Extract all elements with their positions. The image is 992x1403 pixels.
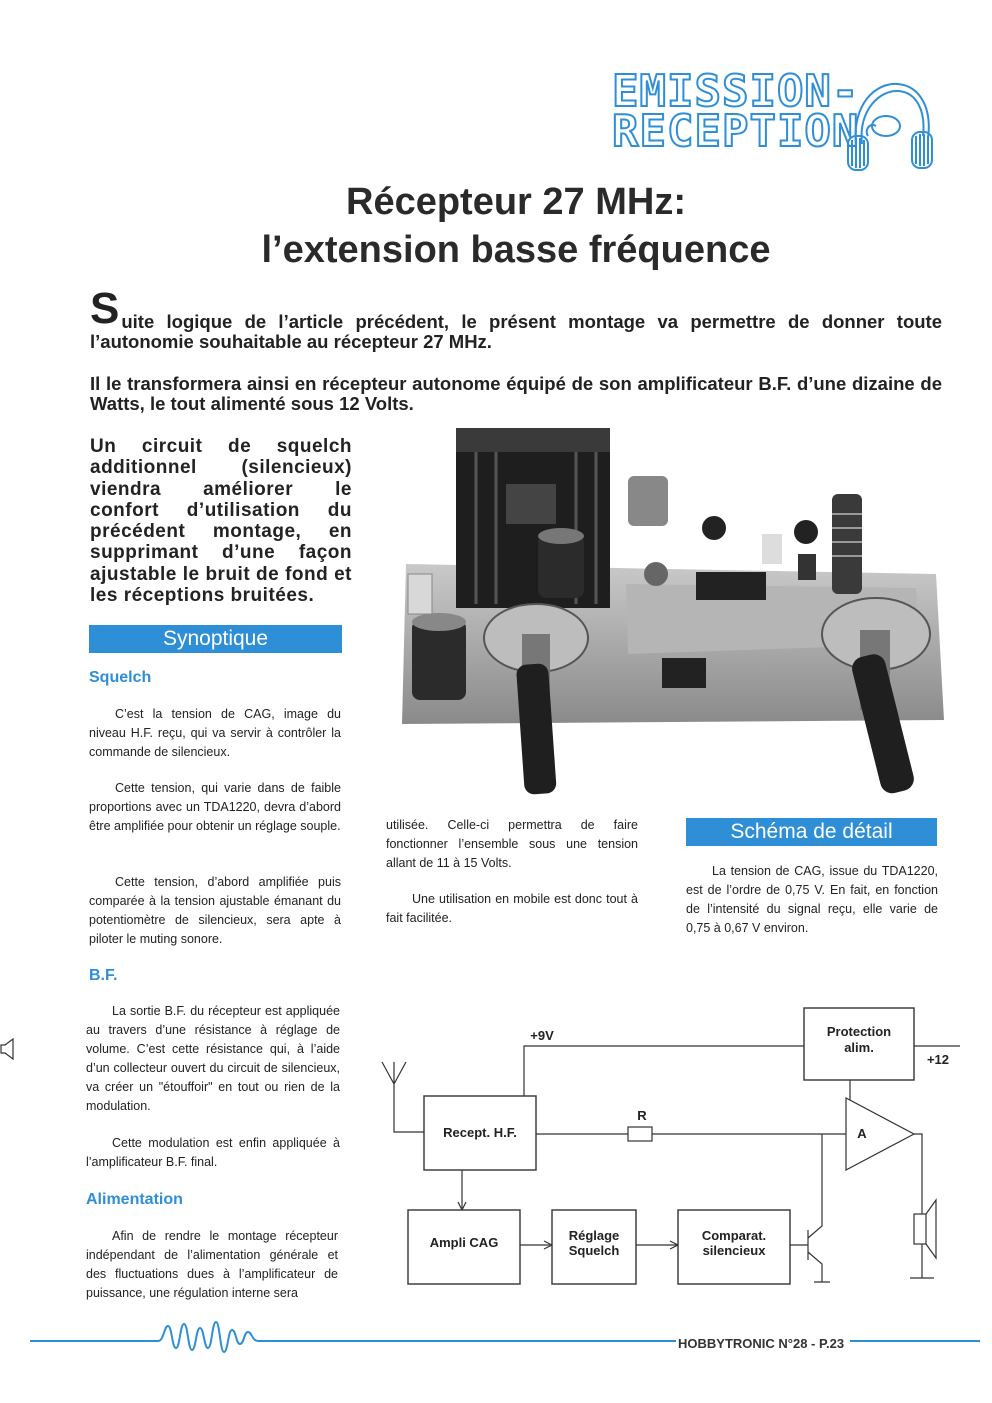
label-resistor: R bbox=[637, 1108, 647, 1123]
squelch-paragraph-3: Cette tension, d’abord amplifiée puis comparée à la tension ajustable émanant du potentiomètre de silencieux, sera apte à piloter le muting sonore. bbox=[89, 875, 341, 946]
label-protection-1: Protection bbox=[826, 1024, 892, 1039]
headphones-icon bbox=[846, 74, 936, 180]
circuit-board-photo bbox=[396, 424, 944, 804]
label-reglage-2: Squelch bbox=[568, 1243, 620, 1258]
drop-cap: S bbox=[90, 284, 120, 333]
label-plus-12: +12 bbox=[926, 1052, 950, 1067]
label-amplifier: A bbox=[857, 1126, 867, 1141]
intro-paragraph: Un circuit de squelch additionnel (silencieux) viendra améliorer le confort d’utilisation du précédent montage, en supprimant d’une façon ajustable le bruit de fond et les réceptions bruitées. bbox=[90, 436, 352, 607]
bf-subhead: B.F. bbox=[89, 967, 118, 984]
logo-line-1: EMISSION- bbox=[612, 66, 860, 117]
label-protection-2: alim. bbox=[844, 1040, 874, 1055]
squelch-paragraph-1: C’est la tension de CAG, image du niveau H.F. reçu, qui va servir à contrôler la commande de silencieux. bbox=[89, 707, 341, 759]
label-recept-hf: Recept. H.F. bbox=[443, 1125, 517, 1140]
middle-paragraph-2: Une utilisation en mobile est donc tout à fait facilitée. bbox=[386, 892, 638, 925]
section-logo bbox=[612, 66, 862, 157]
label-ampli-cag: Ampli CAG bbox=[429, 1235, 499, 1250]
article-title-line-1: Récepteur 27 MHz: bbox=[346, 181, 686, 223]
schema-paragraph-1: La tension de CAG, issue du TDA1220, est de l’ordre de 0,75 V. En fait, en fonction de l’intensité du signal reçu, elle varie de 0,75 à 0,67 V environ. bbox=[686, 864, 938, 935]
bf-paragraph-1: La sortie B.F. du récepteur est appliquée au travers d’une résistance à réglage de volume. C’est cette résistance qui, à l’aide d’un collecteur ouvert du circuit de silencieux, va créer un "étouffoir" en tout ou rien de la modulation. bbox=[86, 1004, 340, 1113]
lead-paragraph-1 bbox=[90, 284, 942, 352]
footer-page-number: HOBBYTRONIC N°28 - P.23 bbox=[678, 1336, 845, 1351]
block-diagram bbox=[370, 1000, 960, 1300]
alimentation-paragraph-1: Afin de rendre le montage récepteur indépendant de l’alimentation générale et des fluctuations dues à l’amplificateur de puissance, une régulation interne sera bbox=[86, 1229, 338, 1300]
article-title-line-2: l’extension basse fréquence bbox=[261, 229, 771, 271]
speaker-icon bbox=[0, 1038, 16, 1060]
lead-paragraph-2: Il le transformera ainsi en récepteur autonome équipé de son amplificateur B.F. d’une dizaine de Watts, le tout alimenté sous 12 Volts. bbox=[90, 373, 942, 414]
squelch-paragraph-2: Cette tension, qui varie dans de faible proportions avec un TDA1220, devra d’abord être amplifiée pour obtenir un réglage souple. bbox=[89, 781, 341, 833]
schema-heading: Schéma de détail bbox=[686, 818, 937, 846]
synoptique-heading: Synoptique bbox=[89, 625, 342, 653]
bf-paragraph-2: Cette modulation est enfin appliquée à l’amplificateur B.F. final. bbox=[86, 1136, 340, 1169]
label-comparat-1: Comparat. bbox=[701, 1228, 767, 1243]
lead-paragraph-1-text: uite logique de l’article précédent, le présent montage va permettre de donner toute l’autonomie souhaitable au récepteur 27 MHz. bbox=[90, 311, 942, 352]
alimentation-subhead: Alimentation bbox=[86, 1191, 183, 1208]
label-reglage-1: Réglage bbox=[568, 1228, 620, 1243]
squelch-subhead: Squelch bbox=[89, 669, 152, 686]
middle-paragraph-1: utilisée. Celle-ci permettra de faire fonctionner l’ensemble sous une tension allant de 11 à 15 Volts. bbox=[386, 818, 638, 870]
logo-line-2: RECEPTION bbox=[612, 106, 860, 157]
label-comparat-2: silencieux bbox=[702, 1243, 766, 1258]
label-plus-9v: +9V bbox=[530, 1028, 554, 1043]
